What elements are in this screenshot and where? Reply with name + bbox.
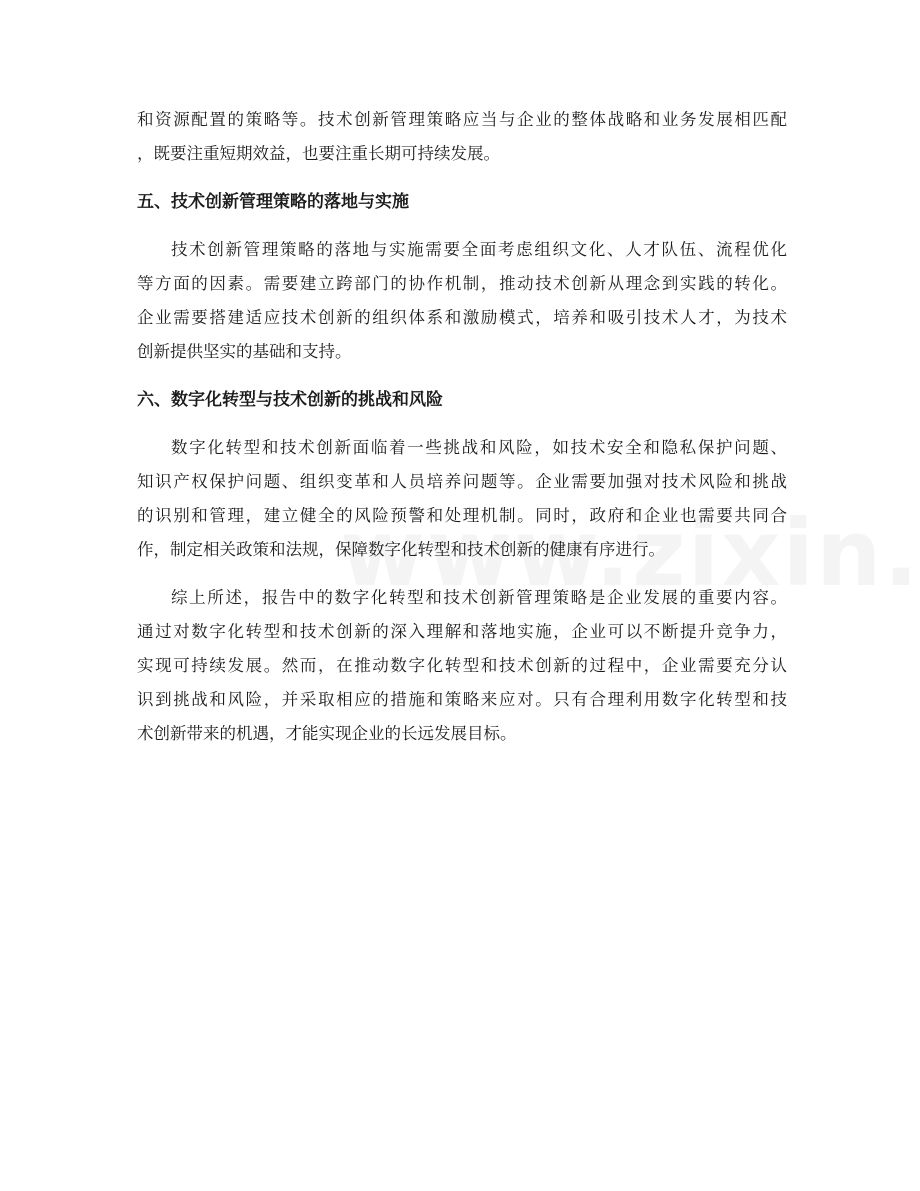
text-line: 企业需要搭建适应技术创新的组织体系和激励模式，培养和吸引技术人才，为技术 [137,308,787,327]
text-line: 通过对数字化转型和技术创新的深入理解和落地实施，企业可以不断提升竞争力， [137,622,787,641]
text-line: 创新提供坚实的基础和支持。 [137,342,352,361]
paragraph-challenges [137,431,787,567]
text-line: ，既要注重短期效益，也要注重长期可持续发展。 [137,144,500,163]
text-line: 的识别和管理，建立健全的风险预警和处理机制。同时，政府和企业也需要共同合 [137,506,787,525]
text-line: 和资源配置的策略等。技术创新管理策略应当与企业的整体战略和业务发展相匹配 [137,110,787,129]
text-line: 作，制定相关政策和法规，保障数字化转型和技术创新的健康有序进行。 [137,540,665,559]
text-line: 实现可持续发展。然而，在推动数字化转型和技术创新的过程中，企业需要充分认 [137,656,787,675]
text-line: 识到挑战和风险，并采取相应的措施和策略来应对。只有合理利用数字化转型和技 [137,690,787,709]
text-line: 知识产权保护问题、组织变革和人员培养问题等。企业需要加强对技术风险和挑战 [137,472,787,491]
paragraph-intro-continuation [137,103,787,171]
document-body [137,103,787,765]
paragraph-conclusion [137,581,787,751]
text-line: 数字化转型和技术创新面临着一些挑战和风险，如技术安全和隐私保护问题、 [171,438,787,457]
section-heading-6: 六、数字化转型与技术创新的挑战和风险 [137,390,443,410]
paragraph-implementation [137,233,787,369]
text-line: 术创新带来的机遇，才能实现企业的长远发展目标。 [137,724,517,743]
section-heading-5: 五、技术创新管理策略的落地与实施 [137,192,409,212]
text-line: 技术创新管理策略的落地与实施需要全面考虑组织文化、人才队伍、流程优化 [171,240,787,259]
text-line: 等方面的因素。需要建立跨部门的协作机制，推动技术创新从理念到实践的转化。 [137,274,787,293]
text-line: 综上所述，报告中的数字化转型和技术创新管理策略是企业发展的重要内容。 [171,588,787,607]
